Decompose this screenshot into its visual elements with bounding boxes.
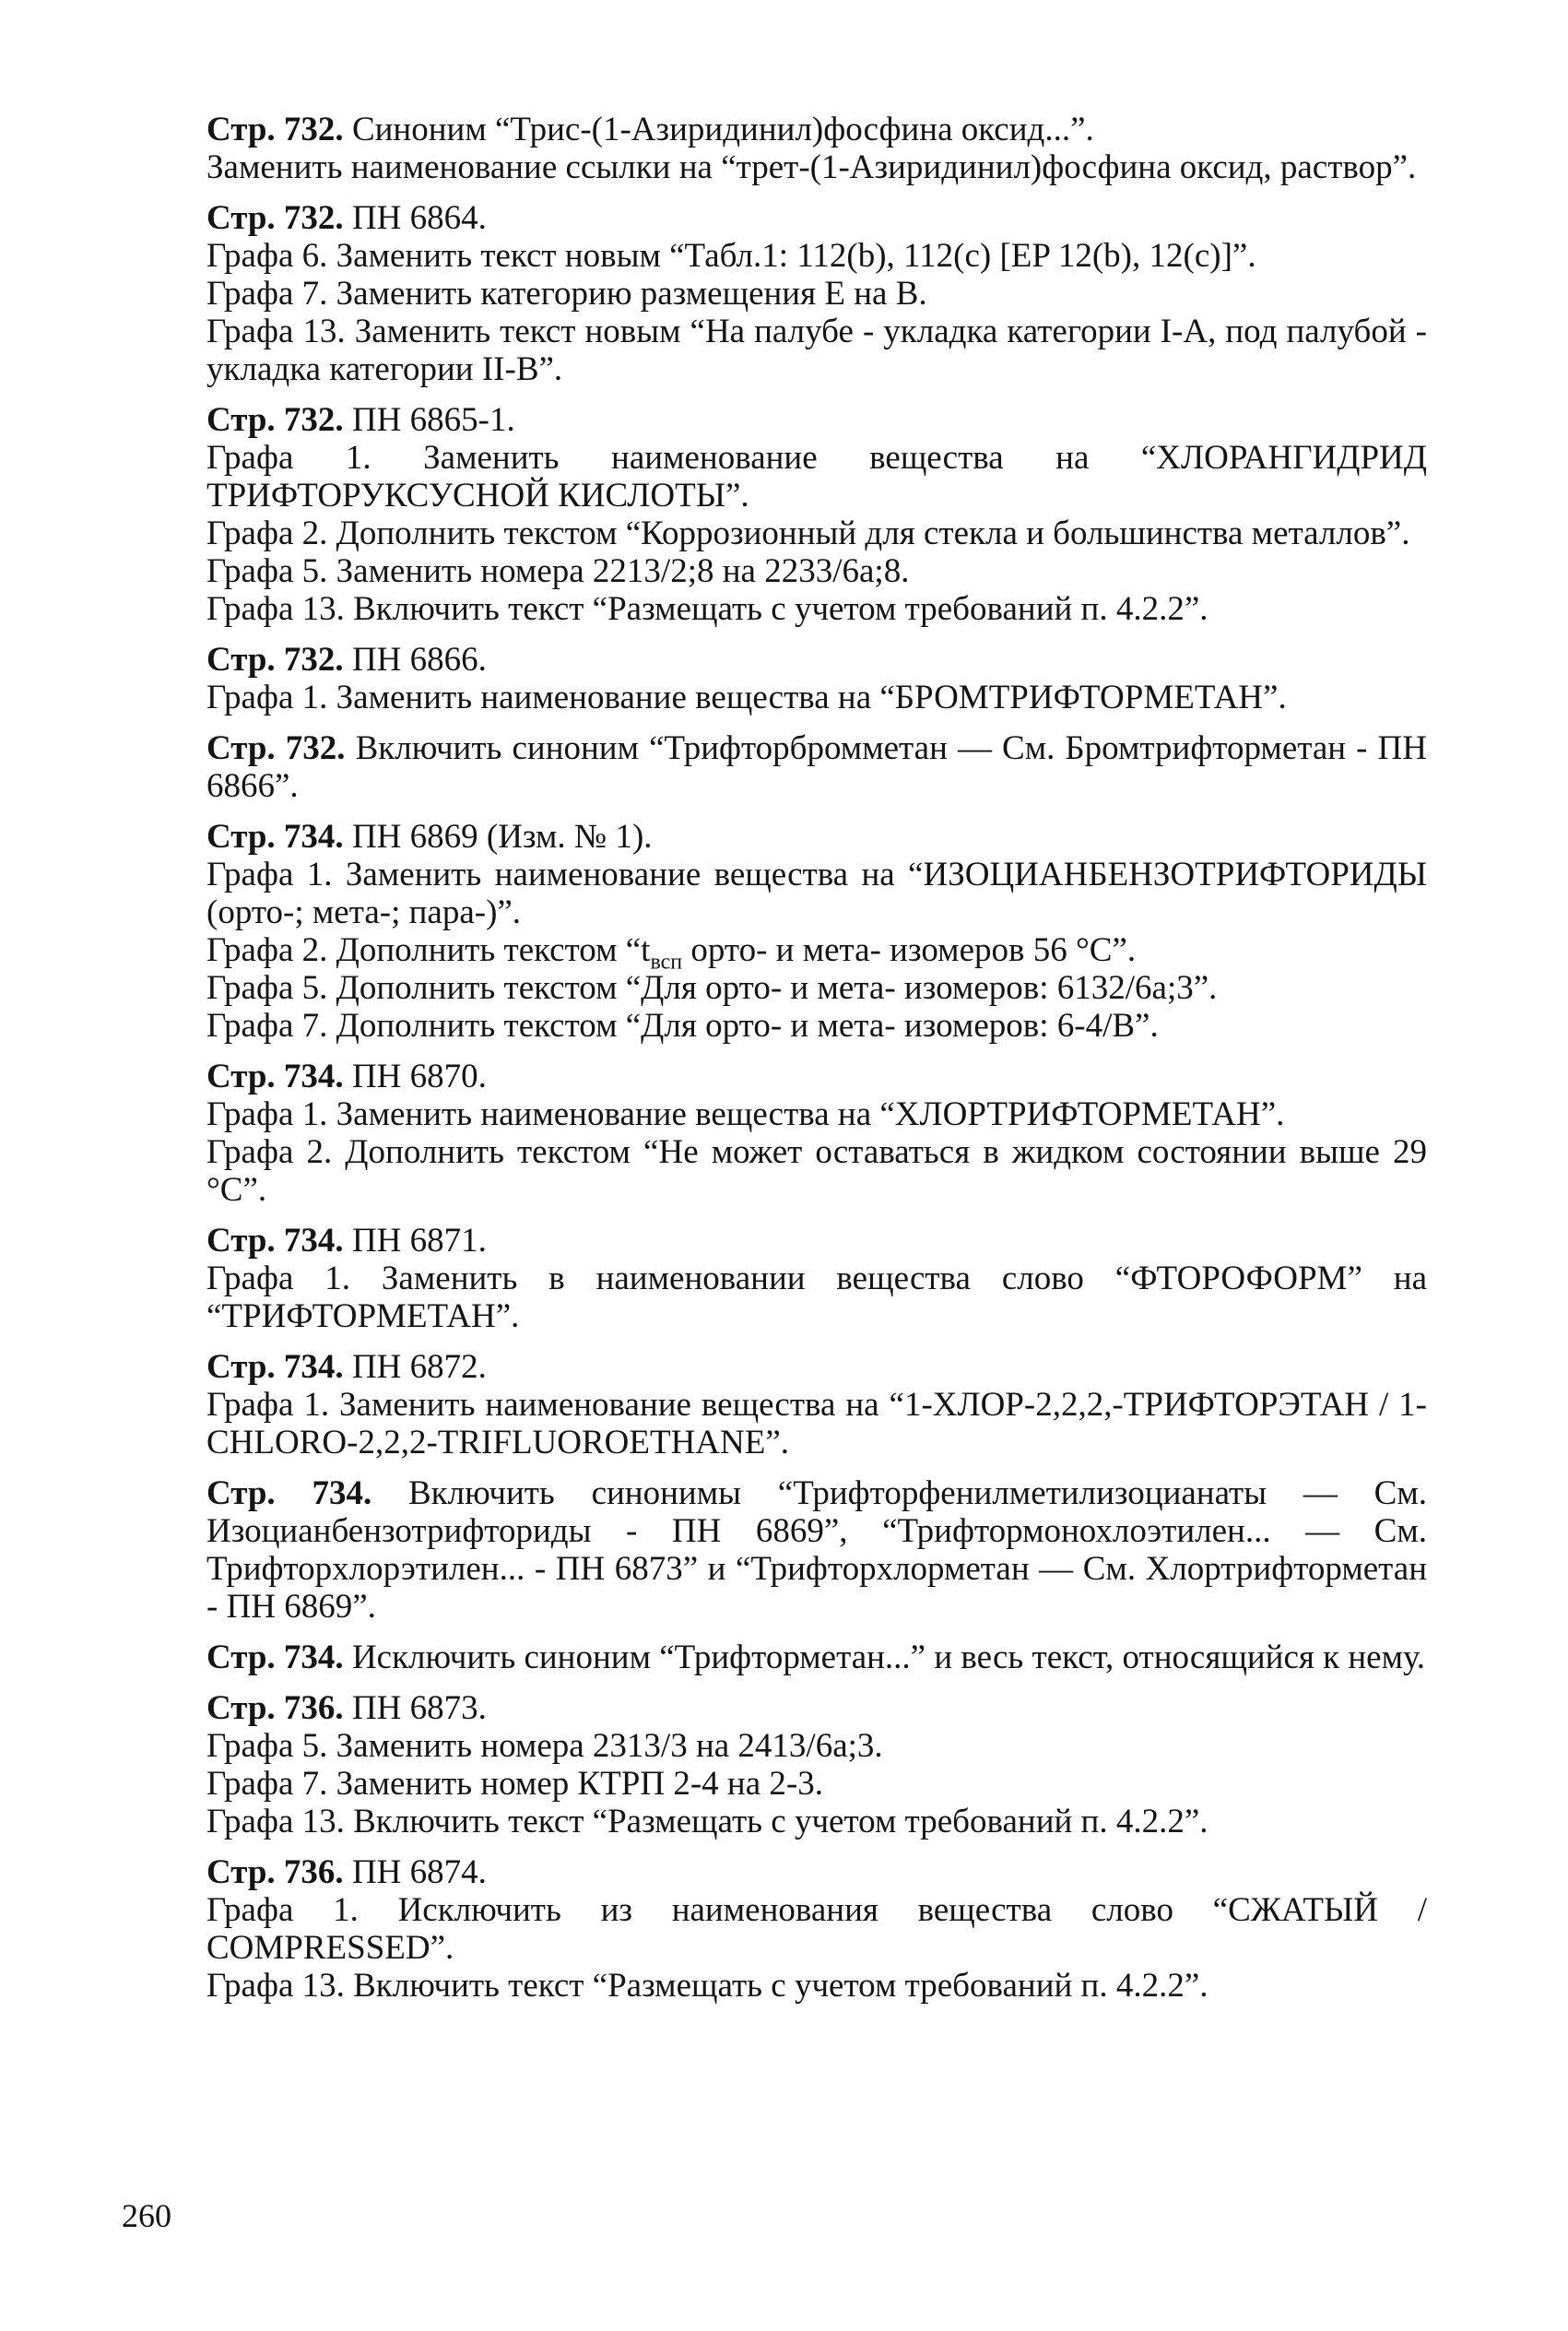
entry-line: Графа 7. Заменить категорию размещения Е на В. xyxy=(206,275,927,313)
entry-heading: Стр. 734. ПН 6872. xyxy=(206,1348,487,1386)
entry-line: Графа 2. Дополнить текстом “Коррозионный для стекла и большинства металлов”. xyxy=(206,515,1410,552)
page-ref: Стр. 734. xyxy=(206,1474,372,1512)
page-ref: Стр. 734. xyxy=(206,1639,344,1676)
entry xyxy=(206,199,1427,388)
entry-line: Графа 1. Заменить наименование вещества на “ХЛОРТРИФТОРМЕТАН”. xyxy=(206,1095,1285,1133)
entry-heading: Стр. 736. ПН 6873. xyxy=(206,1689,487,1727)
entry-line: Графа 1. Заменить наименование вещества на “ИЗОЦИАНБЕНЗОТРИФТОРИДЫ (орто-; мета-; пара-)”. xyxy=(206,856,1427,931)
entry-heading: Стр. 732. ПН 6866. xyxy=(206,641,487,679)
entry-heading: Стр. 734. Исключить синоним “Трифторметан...” и весь текст, относящийся к нему. xyxy=(206,1639,1426,1676)
entry xyxy=(206,641,1427,716)
page-ref: Стр. 734. xyxy=(206,818,344,856)
entry-line: Графа 1. Заменить в наименовании вещества слово “ФТОРОФОРМ” на “ТРИФТОРМЕТАН”. xyxy=(206,1260,1427,1335)
entry-line: Графа 1. Исключить из наименования вещества слово “СЖАТЫЙ / COMPRESSED”. xyxy=(206,1891,1427,1967)
entry xyxy=(206,1853,1427,2005)
entry-heading: Стр. 734. ПН 6870. xyxy=(206,1058,487,1095)
entry-heading: Стр. 734. ПН 6869 (Изм. № 1). xyxy=(206,818,653,856)
entry-line: Графа 2. Дополнить текстом “$t_{всп}$ орто- и мета- изомеров 56 °С”. xyxy=(206,931,1137,975)
page-ref: Стр. 736. xyxy=(206,1689,344,1727)
page-ref: Стр. 732. xyxy=(206,729,346,767)
entry-heading: Стр. 732. ПН 6865-1. xyxy=(206,401,515,439)
entry-line: Графа 7. Заменить номер КТРП 2-4 на 2-3. xyxy=(206,1765,823,1803)
entry-heading: Стр. 734. Включить синонимы “Трифторфенилметилизоцианаты — См. Изоцианбензотрифториды - ПН 6869”, “Трифтормонохлоэтилен... — См. Трифторхлорэтилен... - ПН 6873” и “Трифторхлорметан — См. Хлортрифторметан - ПН 6869”. xyxy=(206,1474,1427,1626)
entry-line: Графа 1. Заменить наименование вещества на “ХЛОРАНГИДРИД ТРИФТОРУКСУСНОЙ КИСЛОТЫ”. xyxy=(206,439,1427,515)
subscript: всп xyxy=(650,950,683,975)
page-ref: Стр. 732. xyxy=(206,199,344,237)
entry-heading: Стр. 732. Включить синоним “Трифторбромметан — См. Бромтрифторметан - ПН 6866”. xyxy=(206,729,1428,805)
page-ref: Стр. 734. xyxy=(206,1222,344,1260)
entry xyxy=(206,1348,1427,1461)
entry xyxy=(206,1222,1427,1335)
entry xyxy=(206,1058,1427,1209)
entry-heading: Стр. 732. ПН 6864. xyxy=(206,199,487,237)
page-ref: Стр. 734. xyxy=(206,1348,344,1386)
page-ref: Стр. 732. xyxy=(206,641,344,679)
entry xyxy=(206,1689,1427,1840)
page-ref: Стр. 732. xyxy=(206,111,344,148)
page-ref: Стр. 736. xyxy=(206,1853,344,1891)
entry-line: Графа 13. Включить текст “Размещать с учетом требований п. 4.2.2”. xyxy=(206,590,1208,628)
entry-line: Графа 5. Дополнить текстом “Для орто- и мета- изомеров: 6132/6а;3”. xyxy=(206,969,1218,1007)
document-body xyxy=(206,111,1427,2017)
entry-line: Графа 6. Заменить текст новым “Табл.1: 112(b), 112(c) [EP 12(b), 12(c)]”. xyxy=(206,237,1256,275)
entry xyxy=(206,111,1427,186)
entry-line: Заменить наименование ссылки на “трет-(1-Азиридинил)фосфина оксид, раствор”. xyxy=(206,148,1417,186)
entry xyxy=(206,1639,1427,1676)
entry-line: Графа 5. Заменить номера 2213/2;8 на 2233/6а;8. xyxy=(206,552,910,590)
entry-heading: Стр. 732. Синоним “Трис-(1-Азиридинил)фосфина оксид...”. xyxy=(206,111,1094,148)
entry-line: Графа 1. Заменить наименование вещества на “1-ХЛОР-2,2,2,-ТРИФТОРЭТАН / 1-CHLORO-2,2,2-TRIFLUOROETHANE”. xyxy=(206,1386,1427,1461)
entry xyxy=(206,818,1427,1045)
page-number: 260 xyxy=(122,2197,171,2234)
entry-line: Графа 7. Дополнить текстом “Для орто- и мета- изомеров: 6-4/В”. xyxy=(206,1007,1159,1045)
page-ref: Стр. 734. xyxy=(206,1058,344,1095)
entry-line: Графа 5. Заменить номера 2313/3 на 2413/6а;3. xyxy=(206,1727,883,1765)
entry-heading: Стр. 734. ПН 6871. xyxy=(206,1222,487,1260)
page-ref: Стр. 732. xyxy=(206,401,344,439)
entry-heading: Стр. 736. ПН 6874. xyxy=(206,1853,487,1891)
entry-line: Графа 13. Заменить текст новым “На палубе - укладка категории I-А, под палубой - укладка категории II-В”. xyxy=(206,313,1427,388)
entry-line: Графа 13. Включить текст “Размещать с учетом требований п. 4.2.2”. xyxy=(206,1803,1208,1840)
entry xyxy=(206,1474,1427,1626)
entry xyxy=(206,401,1427,628)
entry-line: Графа 13. Включить текст “Размещать с учетом требований п. 4.2.2”. xyxy=(206,1967,1208,2005)
entry xyxy=(206,729,1427,805)
entry-line: Графа 2. Дополнить текстом “Не может оставаться в жидком состоянии выше 29 °С”. xyxy=(206,1133,1427,1209)
entry-line: Графа 1. Заменить наименование вещества на “БРОМТРИФТОРМЕТАН”. xyxy=(206,679,1287,716)
